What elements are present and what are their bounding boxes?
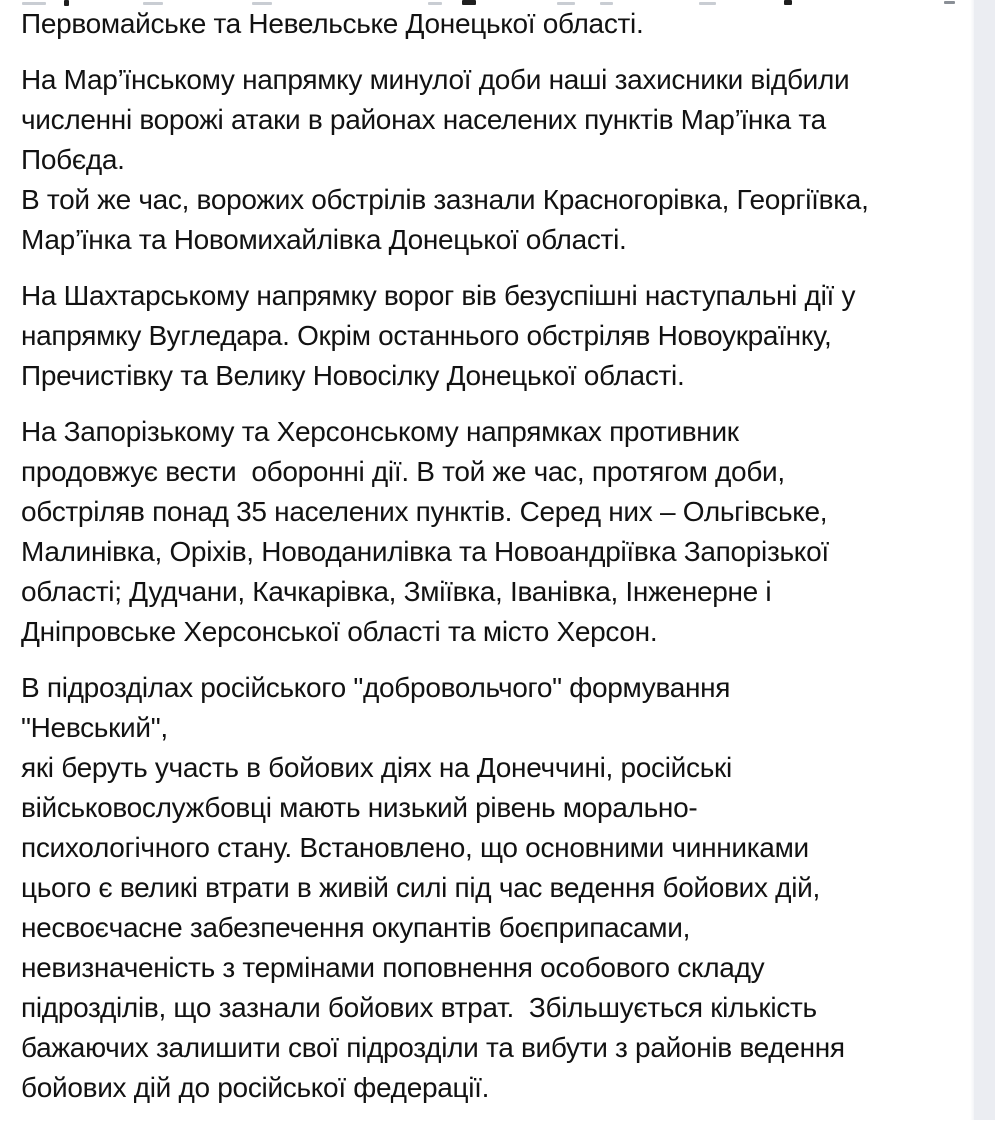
paragraph <box>21 60 970 260</box>
text-line: невизначеність з термінами поповнення особового складу <box>21 952 765 983</box>
text-line: несвоєчасне забезпечення окупантів боєприпасами, <box>21 912 691 943</box>
text-line: Побєда. <box>21 144 125 175</box>
text-line: психологічного стану. Встановлено, що основними чинниками <box>21 832 809 863</box>
text-line: цього є великі втрати в живій силі під час ведення бойових дій, <box>21 872 820 903</box>
paragraph <box>21 668 970 1108</box>
text-line: військовослужбовці мають низький рівень морально- <box>21 792 698 823</box>
text-line: численні ворожі атаки в районах населених пунктів Мар’їнка та <box>21 104 826 135</box>
text-line: Пречистівку та Велику Новосілку Донецької області. <box>21 360 685 391</box>
text-line: підрозділів, що зазнали бойових втрат. Збільшується кількість <box>21 992 817 1023</box>
text-line: Первомайське та Невельське Донецької області. <box>21 8 644 39</box>
text-line: В той же час, ворожих обстрілів зазнали Красногорівка, Георгіївка, <box>21 184 869 215</box>
text-line: Мар’їнка та Новомихайлівка Донецької області. <box>21 224 627 255</box>
text-line: На Мар’їнському напрямку минулої доби наші захисники відбили <box>21 64 850 95</box>
text-line: обстріляв понад 35 населених пунктів. Серед них – Ольгівське, <box>21 496 828 527</box>
text-line: Дніпровське Херсонської області та місто Херсон. <box>21 616 658 647</box>
text-line: напрямку Вугледара. Окрім останнього обстріляв Новоукраїнку, <box>21 320 832 351</box>
text-line: продовжує вести оборонні дії. В той же час, протягом доби, <box>21 456 785 487</box>
text-line: бажаючих залишити свої підрозділи та вибути з районів ведення <box>21 1032 845 1063</box>
text-line: бойових дій до російської федерації. <box>21 1072 490 1103</box>
text-line: В підрозділах російського "добровольчого" формування <box>21 672 731 703</box>
text-line: Малинівка, Оріхів, Новоданилівка та Новоандріївка Запорізької <box>21 536 829 567</box>
text-line: які беруть участь в бойових діях на Донеччині, російські <box>21 752 732 783</box>
paragraph <box>21 276 970 396</box>
text-line: На Запорізькому та Херсонському напрямках противник <box>21 416 739 447</box>
text-line: області; Дудчани, Качкарівка, Зміївка, Іванівка, Інженерне і <box>21 576 772 607</box>
text-line: На Шахтарському напрямку ворог вів безуспішні наступальні дії у <box>21 280 856 311</box>
page-background-strip <box>970 0 995 1120</box>
text-line: "Невський", <box>21 712 168 743</box>
paragraph <box>21 412 970 652</box>
paragraph <box>21 4 970 44</box>
post-text <box>21 4 970 1124</box>
